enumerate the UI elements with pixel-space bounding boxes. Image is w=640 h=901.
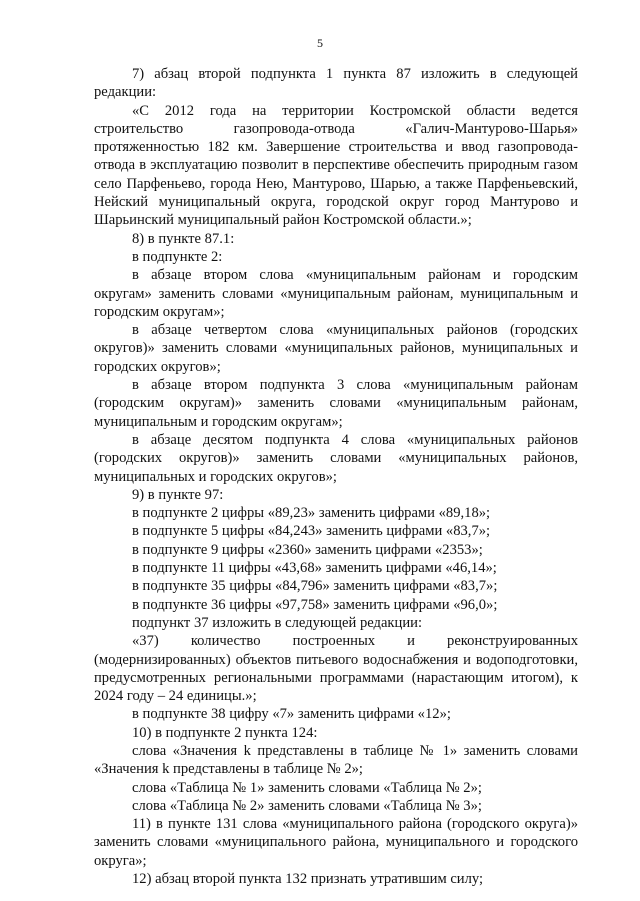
paragraph: в абзаце втором слова «муниципальным районам и городским округам» заменить словами «муниципальным районам, муниципальным и городским округам»; xyxy=(94,267,578,320)
paragraph: в подпункте 2: xyxy=(132,248,223,265)
paragraph: в подпункте 9 цифры «2360» заменить цифрами «2353»; xyxy=(132,541,483,558)
paragraph: в подпункте 38 цифру «7» заменить цифрами «12»; xyxy=(132,706,451,723)
paragraph: 10) в подпункте 2 пункта 124: xyxy=(132,724,318,741)
paragraph: слова «Значения k представлены в таблице № 1» заменить словами «Значения k представлены в таблице № 2»; xyxy=(94,742,578,778)
paragraph: в абзаце десятом подпункта 4 слова «муниципальных районов (городских округов)» заменить словами «муниципальных районов, муниципальных и городских округов»; xyxy=(94,431,578,485)
paragraph: слова «Таблица № 2» заменить словами «Таблица № 3»; xyxy=(132,797,482,814)
paragraph: 9) в пункте 97: xyxy=(132,486,224,503)
paragraph: в подпункте 36 цифры «97,758» заменить цифрами «96,0»; xyxy=(132,596,498,613)
paragraph: 11) в пункте 131 слова «муниципального района (городского округа)» заменить словами «муниципального района, муниципального и городского округа»; xyxy=(94,816,578,869)
paragraph: подпункт 37 изложить в следующей редакции: xyxy=(132,614,423,631)
paragraph: 12) абзац второй пункта 132 признать утратившим силу; xyxy=(132,871,484,888)
document-body xyxy=(94,65,578,888)
paragraph: слова «Таблица № 1» заменить словами «Таблица № 2»; xyxy=(132,779,482,796)
paragraph: в абзаце четвертом слова «муниципальных районов (городских округов)» заменить словами «муниципальных районов, муниципальных и городских округов»; xyxy=(94,322,578,375)
paragraph: 8) в пункте 87.1: xyxy=(132,230,235,247)
paragraph: в абзаце втором подпункта 3 слова «муниципальным районам (городским округам)» заменить словами «муниципальным районам, муниципальным и городским округам»; xyxy=(94,377,578,430)
paragraph: в подпункте 35 цифры «84,796» заменить цифрами «83,7»; xyxy=(132,578,498,595)
paragraph: «37) количество построенных и реконструированных (модернизированных) объектов питьевого водоснабжения и водоподготовки, предусмотренных региональными программами (нарастающим итогом), к 2024 году – 24 единицы.»; xyxy=(94,633,578,705)
page-number: 5 xyxy=(317,36,323,50)
paragraph: 7) абзац второй подпункта 1 пункта 87 изложить в следующей редакции: xyxy=(94,66,578,101)
paragraph: в подпункте 5 цифры «84,243» заменить цифрами «83,7»; xyxy=(132,523,491,540)
paragraph: «С 2012 года на территории Костромской области ведется строительство газопровода-отвода «Галич-Мантурово-Шарья» протяженностью 182 км. Завершение строительства и ввод газопровода-отвода в эксплуатацию позволит в перспективе обеспечить природным газом село Парфеньево, города Нею, Мантурово, Шарью, а также Парфеньевский, Нейский муниципальный округа, городской округ город Мантурово и Шарьинский муниципальный район Костромской области.»; xyxy=(94,102,578,229)
paragraph: в подпункте 11 цифры «43,68» заменить цифрами «46,14»; xyxy=(132,560,497,577)
paragraph: в подпункте 2 цифры «89,23» заменить цифрами «89,18»; xyxy=(132,505,491,522)
